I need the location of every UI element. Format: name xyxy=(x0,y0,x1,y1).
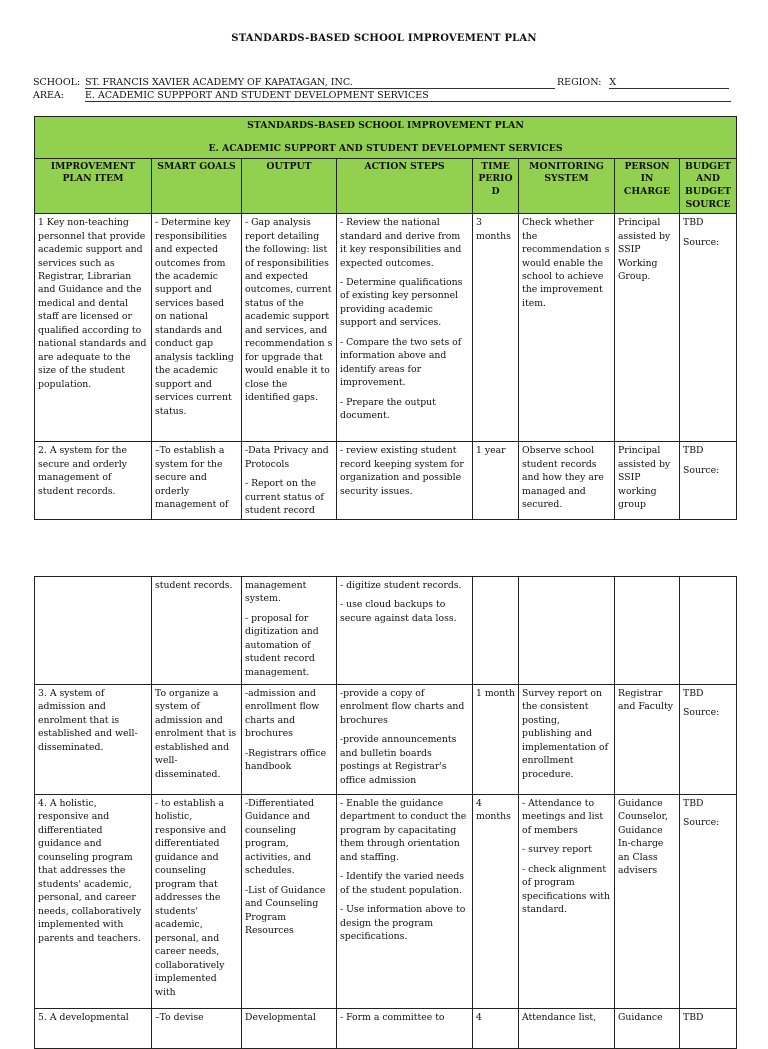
row3-actions xyxy=(337,685,473,795)
row1-monitoring: Check whether the recommendation s would enable the school to achieve the improvement item. xyxy=(519,214,615,442)
row4-action-3: - Use information above to design the program specifications. xyxy=(340,904,466,943)
table-banner xyxy=(35,117,737,159)
row4-monitor-2: - survey report xyxy=(522,844,592,856)
header-item: IMPROVEMENT PLAN ITEM xyxy=(35,158,152,213)
row1-budget-source: Source: xyxy=(683,236,720,248)
row4-output-1: -Differentiated Guidance and counseling program, activities, and schedules. xyxy=(245,798,315,877)
header-goals: SMART GOALS xyxy=(152,158,242,213)
document-title: STANDARDS-BASED SCHOOL IMPROVEMENT PLAN xyxy=(231,33,537,44)
header-actions: ACTION STEPS xyxy=(337,158,473,213)
row2b-action-2: - use cloud backups to secure against data loss. xyxy=(340,599,457,624)
school-value: ST. FRANCIS XAVIER ACADEMY OF KAPATAGAN, INC. xyxy=(85,77,555,89)
region-value: X xyxy=(609,77,729,89)
row3-item: 3. A system of admission and enrolment that is established and well-disseminated. xyxy=(35,685,152,795)
table-row xyxy=(35,1009,737,1049)
row5-budget: TBD xyxy=(680,1009,737,1049)
row2b-person xyxy=(615,577,680,685)
area-label: AREA: xyxy=(33,90,65,101)
row4-budget xyxy=(680,795,737,1009)
row2b-monitoring xyxy=(519,577,615,685)
row4-monitor-3: - check alignment of program specifications with standard. xyxy=(522,863,611,916)
row2b-time xyxy=(473,577,519,685)
school-label: SCHOOL: xyxy=(33,77,81,88)
banner-line-2: E. ACADEMIC SUPPORT AND STUDENT DEVELOPMENT SERVICES xyxy=(208,143,563,155)
row1-action-3: - Compare the two sets of information above and identify areas for improvement. xyxy=(340,336,462,389)
row2-goals: –To establish a system for the secure and orderly management of xyxy=(152,442,242,520)
school-row xyxy=(33,77,729,89)
row5-output: Developmental xyxy=(242,1009,337,1049)
row1-output: - Gap analysis report detailing the following: list of responsibilities and expected outcomes, current status of the academic support and services, and recommendation s for upgrade that would enable it to close the identified gaps. xyxy=(242,214,337,442)
row2-budget-source: Source: xyxy=(683,464,720,476)
row2b-actions xyxy=(337,577,473,685)
row2-item: 2. A system for the secure and orderly management of student records. xyxy=(35,442,152,520)
header-budget: BUDGET AND BUDGET SOURCE xyxy=(680,158,737,213)
plan-table-part1 xyxy=(34,116,737,520)
row4-time: 4 months xyxy=(473,795,519,1009)
header-time: TIME PERIO D xyxy=(473,158,519,213)
row2b-budget xyxy=(680,577,737,685)
row2b-goals: student records. xyxy=(152,577,242,685)
row5-item: 5. A developmental xyxy=(35,1009,152,1049)
row5-actions: - Form a committee to xyxy=(337,1009,473,1049)
row2-budget-value: TBD xyxy=(683,445,704,457)
row4-output-2: -List of Guidance and Counseling Program Resources xyxy=(245,884,326,937)
table-row xyxy=(35,795,737,1009)
row4-monitor-1: - Attendance to meetings and list of members xyxy=(522,798,604,836)
row2-output-1: -Data Privacy and Protocols xyxy=(245,445,329,470)
area-row xyxy=(33,90,731,102)
header-monitoring: MONITORING SYSTEM xyxy=(519,158,615,213)
row2-actions: - review existing student record keeping system for organization and possible security issues. xyxy=(337,442,473,520)
row1-time: 3 months xyxy=(473,214,519,442)
row4-budget-source: Source: xyxy=(683,817,720,829)
row2-monitoring: Observe school student records and how they are managed and secured. xyxy=(519,442,615,520)
row3-budget-source: Source: xyxy=(683,707,720,719)
row5-person: Guidance xyxy=(615,1009,680,1049)
row2b-item xyxy=(35,577,152,685)
row3-action-1: -provide a copy of enrolment flow charts and brochures xyxy=(340,688,465,726)
row2-output-2: - Report on the current status of student record xyxy=(245,478,324,516)
header-row xyxy=(35,158,737,213)
row3-output xyxy=(242,685,337,795)
row4-goals: - to establish a holistic, responsive and differentiated guidance and counseling program that addresses the students' academic, personal, and career needs, collaboratively implemented with xyxy=(152,795,242,1009)
region-label: REGION: xyxy=(557,77,602,88)
header-person: PERSON IN CHARGE xyxy=(615,158,680,213)
table-row xyxy=(35,442,737,520)
row1-budget-value: TBD xyxy=(683,217,704,229)
row2b-output-2: - proposal for digitization and automation of student record management. xyxy=(245,612,319,678)
row4-person: Guidance Counselor, Guidance In-charge an Class advisers xyxy=(615,795,680,1009)
table-row xyxy=(35,577,737,685)
row4-budget-value: TBD xyxy=(683,798,704,809)
row2-output xyxy=(242,442,337,520)
row4-output xyxy=(242,795,337,1009)
row1-item: 1 Key non-teaching personnel that provide academic support and services such as Registrar, Librarian and Guidance and the medical and dental staff are licensed or qualified according to national standards and are adequate to the size of the student population. xyxy=(35,214,152,442)
row1-action-1: - Review the national standard and derive from it key responsibilities and expected outcomes. xyxy=(340,217,462,269)
row5-monitoring: Attendance list, xyxy=(519,1009,615,1049)
table-row xyxy=(35,685,737,795)
row1-action-4: - Prepare the output document. xyxy=(340,396,436,422)
row1-actions xyxy=(337,214,473,442)
row2-time: 1 year xyxy=(473,442,519,520)
row4-item: 4. A holistic, responsive and differentiated guidance and counseling program that addresses the students' academic, personal, and career needs, collaboratively implemented with parents and teachers. xyxy=(35,795,152,1009)
row2b-output-1: management system. xyxy=(245,580,307,605)
row3-time: 1 month xyxy=(473,685,519,795)
row3-budget xyxy=(680,685,737,795)
row4-monitoring xyxy=(519,795,615,1009)
row3-action-2: -provide announcements and bulletin boards postings at Registrar's office admission xyxy=(340,734,457,786)
row1-person: Principal assisted by SSIP Working Group. xyxy=(615,214,680,442)
row4-actions xyxy=(337,795,473,1009)
table-row xyxy=(35,214,737,442)
row4-action-1: - Enable the guidance department to conduct the program by capacitating them through orientation and staffing. xyxy=(340,798,467,863)
row1-action-2: - Determine qualifications of existing key personnel providing academic support and services. xyxy=(340,277,463,329)
row3-goals: To organize a system of admission and enrolment that is established and well-disseminated. xyxy=(152,685,242,795)
row3-output-1: -admission and enrollment flow charts and brochures xyxy=(245,688,320,740)
row5-goals: –To devise xyxy=(152,1009,242,1049)
row3-monitoring: Survey report on the consistent posting, publishing and implementation of enrollment procedure. xyxy=(519,685,615,795)
row4-action-2: - Identify the varied needs of the student population. xyxy=(340,871,465,896)
row2-budget xyxy=(680,442,737,520)
plan-table-part2 xyxy=(34,576,737,1049)
row3-person: Registrar and Faculty xyxy=(615,685,680,795)
row2b-action-1: - digitize student records. xyxy=(340,580,462,591)
row5-time: 4 xyxy=(473,1009,519,1049)
row3-output-2: -Registrars office handbook xyxy=(245,747,327,773)
row2-person: Principal assisted by SSIP working group xyxy=(615,442,680,520)
row2b-output xyxy=(242,577,337,685)
banner-line-1: STANDARDS-BASED SCHOOL IMPROVEMENT PLAN xyxy=(247,120,524,131)
area-value: E. ACADEMIC SUPPPORT AND STUDENT DEVELOPMENT SERVICES xyxy=(85,90,731,102)
row3-budget-value: TBD xyxy=(683,688,704,699)
row1-goals: - Determine key responsibilities and expected outcomes from the academic support and services based on national standards and conduct gap analysis tackling the academic support and services current status. xyxy=(152,214,242,442)
row1-budget xyxy=(680,214,737,442)
header-output: OUTPUT xyxy=(242,158,337,213)
